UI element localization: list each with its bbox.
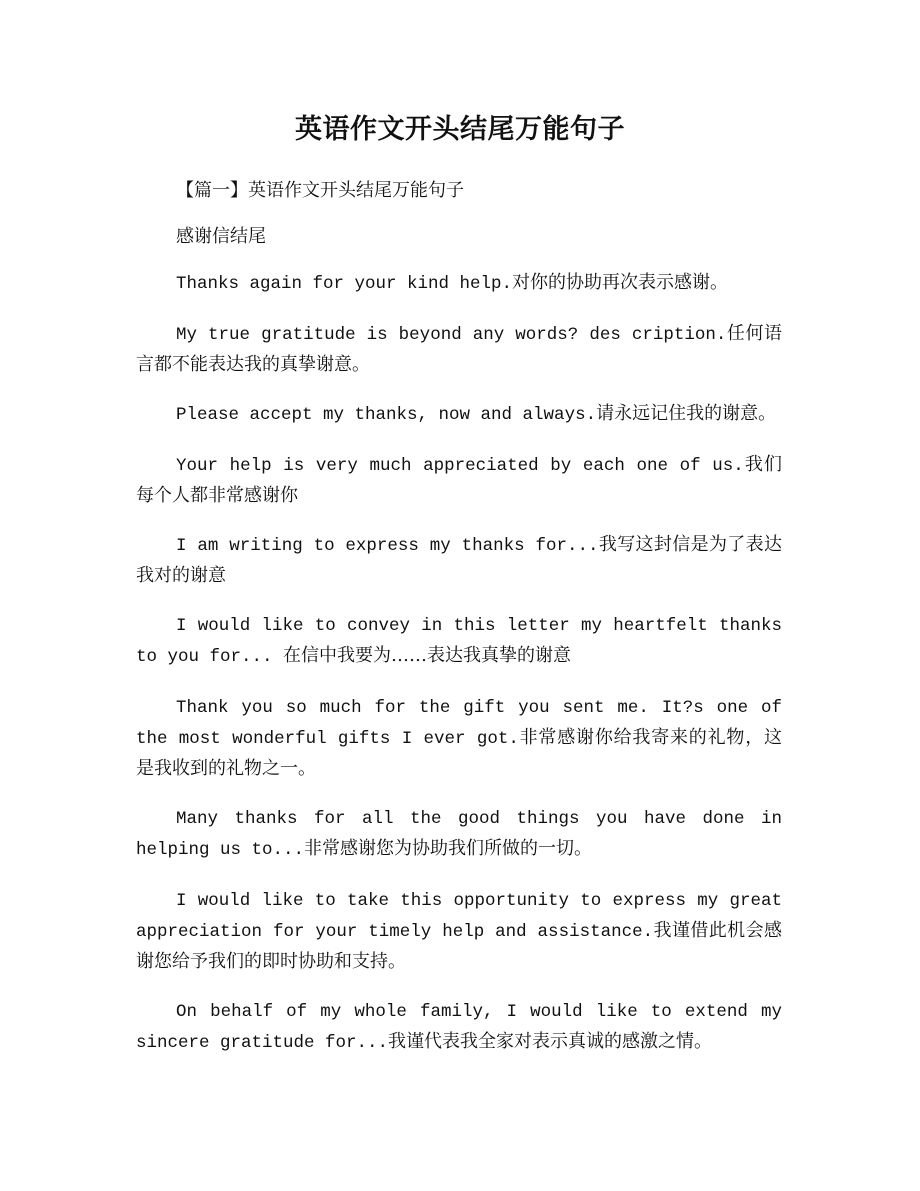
sentence-paragraph-4	[136, 450, 782, 510]
english-sentence: On behalf of my whole family, I would like to extend my sincere gratitude for...	[136, 1002, 782, 1053]
sentence-paragraph-10	[136, 996, 782, 1058]
chinese-translation: 我们每个人都非常感谢你	[136, 454, 782, 506]
english-sentence: My true gratitude is beyond any words? des cription.	[176, 325, 727, 345]
sentence-paragraph-7	[136, 692, 782, 783]
chinese-translation: 非常感谢您为协助我们所做的一切。	[304, 838, 593, 859]
sentence-paragraph-5	[136, 530, 782, 590]
chinese-translation: 非常感谢你给我寄来的礼物，这是我收到的礼物之一。	[136, 727, 782, 779]
document-title: 英语作文开头结尾万能句子	[295, 114, 625, 145]
sentence-paragraph-3	[136, 399, 782, 430]
english-sentence: Thanks again for your kind help.	[176, 274, 513, 294]
document-body	[136, 176, 782, 1078]
chinese-translation: 我谨代表我全家对表示真诚的感激之情。	[388, 1031, 713, 1052]
english-sentence: Many thanks for all the good things you have done in helping us to...	[136, 809, 782, 860]
section-heading: 【篇一】英语作文开头结尾万能句子	[176, 180, 464, 201]
english-sentence: I am writing to express my thanks for...	[176, 536, 599, 556]
sentence-paragraph-2	[136, 319, 782, 379]
sentence-paragraph-9	[136, 885, 782, 976]
english-sentence: Thank you so much for the gift you sent me. It?s one of the most wonderful gifts I ever got.	[136, 698, 782, 749]
sentence-paragraph-6	[136, 610, 782, 672]
chinese-translation: 我谨借此机会感谢您给予我们的即时协助和支持。	[136, 920, 783, 972]
sentence-paragraph-8	[136, 803, 782, 865]
chinese-translation: 请永远记住我的谢意。	[596, 403, 777, 424]
english-sentence: I would like to convey in this letter my heartfelt thanks to you for...	[136, 616, 782, 667]
chinese-translation: 在信中我要为……表达我真挚的谢意	[283, 645, 572, 666]
chinese-translation: 对你的协助再次表示感谢。	[512, 272, 729, 293]
subheading: 感谢信结尾	[176, 226, 266, 247]
english-sentence: I would like to take this opportunity to express my great appreciation for your timely help and assistance.	[136, 891, 782, 942]
english-sentence: Your help is very much appreciated by each one of us.	[176, 456, 744, 476]
chinese-translation: 我写这封信是为了表达我对的谢意	[136, 534, 782, 586]
sentence-paragraph-1	[136, 268, 782, 299]
english-sentence: Please accept my thanks, now and always.	[176, 405, 597, 425]
chinese-translation: 任何语言都不能表达我的真挚谢意。	[136, 323, 783, 375]
